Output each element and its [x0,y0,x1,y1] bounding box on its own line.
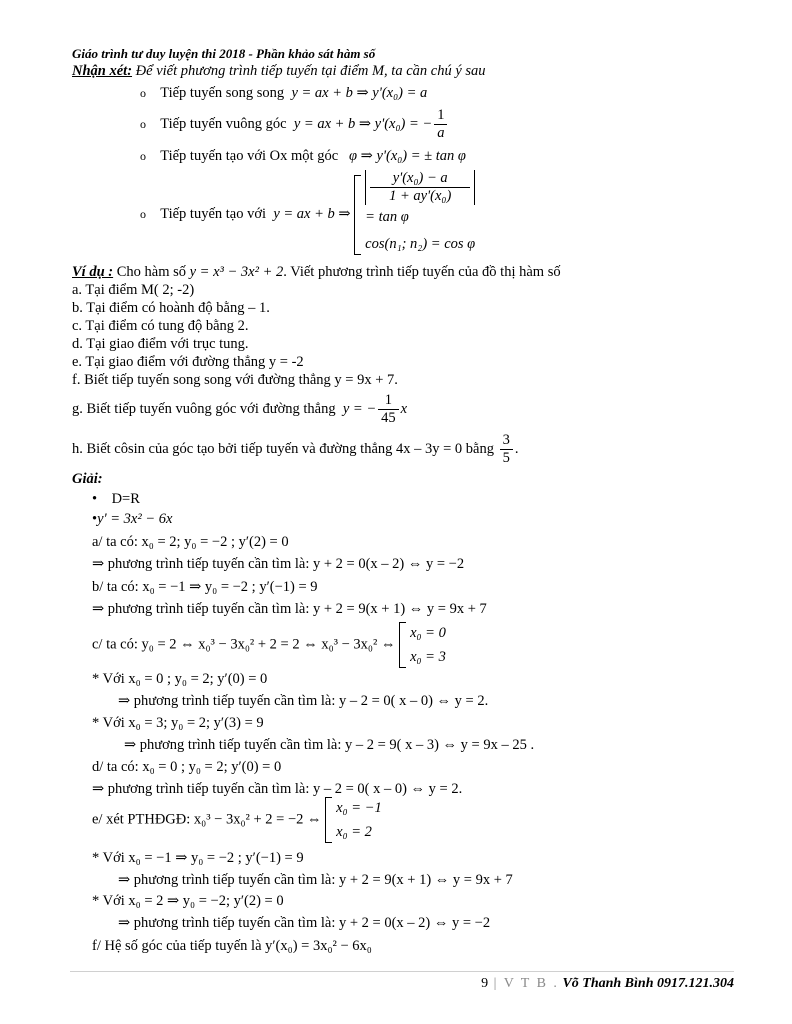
example-part-a: a. Tại điểm M( 2; -2) [72,282,195,298]
solution-derivative [92,510,172,528]
case-line: x₀ = 0 [410,625,446,641]
fraction-denominator: 5 [502,450,510,466]
remark-item-text: Tiếp tuyến song song [160,85,285,101]
remark-item-1 [140,84,427,102]
fraction [500,432,513,467]
fraction [370,170,470,205]
case-line: cos(n₁; n₂) = cos φ [365,236,476,252]
fraction [434,107,447,142]
part-h-end: . [514,440,519,457]
example-line [72,263,561,281]
case-line: x₀ = −1 [336,800,382,816]
bullet-icon: • [92,491,98,507]
case-stack [410,621,446,669]
case-stack [336,796,382,844]
part-g-math: y = − [342,400,377,417]
example-part-h [72,432,519,467]
remark-item-math: y = ax + b ⇒ y'(x₀) = − [293,115,433,132]
solution-c4: * Với x₀ = 3; y₀ = 2; y′(3) = 9 [92,715,264,731]
case-line: x₀ = 2 [336,824,372,840]
footer-separator: | [488,976,504,991]
remark-item-math: y = ax + b ⇒ y'(x₀) = a [291,85,428,101]
remark-item-text: Tiếp tuyến vuông góc [160,115,287,132]
page-number: 9 [481,976,489,991]
remark-line [72,62,486,80]
case-bracket [399,622,406,668]
fraction [378,392,399,427]
case-bracket [325,797,332,843]
solution-a1: a/ ta có: x₀ = 2; y₀ = −2 ; y′(2) = 0 [92,534,289,550]
remark-item-text: Tiếp tuyến tạo với Ox một góc [160,148,339,164]
page-footer [434,976,734,992]
example-part-f: f. Biết tiếp tuyến song song với đường thẳng y = 9x + 7. [72,372,398,388]
remark-item-math: φ ⇒ y'(x₀) = ± tan φ [349,148,466,164]
fraction-numerator: 1 [434,107,447,125]
part-g-x: x [400,400,408,417]
circle-bullet-icon: o [140,206,146,221]
remark-text: Để viết phương trình tiếp tuyến tại điểm M, ta cần chú ý sau [135,63,486,79]
fraction-denominator: 1 + ay'(x₀) [389,188,452,204]
circle-bullet-icon: o [140,116,146,131]
page-header: Giáo trình tư duy luyện thi 2018 - Phần khảo sát hàm số [72,46,376,61]
domain-text: D=R [111,491,140,507]
fraction-numerator: y'(x₀) − a [370,170,470,188]
circle-bullet-icon: o [140,86,146,100]
solution-label: Giải: [72,471,103,487]
circle-bullet-icon: o [140,149,146,163]
footer-vtb: V T B . [503,976,559,991]
example-part-c: c. Tại điểm có tung độ bằng 2. [72,318,249,334]
c1-text: c/ ta có: y₀ = 2 ⇔ x₀³ − 3x₀² + 2 = 2 ⇔ x₀³ − 3x₀² ⇔ [92,636,396,653]
remark-item-math: y = ax + b ⇒ [273,205,351,222]
remark-item-4 [140,170,475,259]
derivative-text: y' = 3x² − 6x [97,511,173,527]
solution-domain [92,490,140,508]
abs-value [365,170,475,205]
case-rhs: = tan φ [365,209,409,225]
remark-item-3 [140,147,466,165]
solution-d1: d/ ta có: x₀ = 0 ; y₀ = 2; y′(0) = 0 [92,759,282,775]
example-part-g [72,392,407,427]
fraction-numerator: 3 [500,432,513,450]
solution-e3: ⇒ phương trình tiếp tuyến cần tìm là: y + 2 = 9(x + 1) ⇔ y = 9x + 7 [118,872,513,888]
example-function: y = x³ − 3x² + 2 [189,264,284,280]
solution-a2: ⇒ phương trình tiếp tuyến cần tìm là: y + 2 = 0(x – 2) ⇔ y = −2 [92,556,465,572]
remark-item-2 [140,107,449,142]
example-intro: Cho hàm số [116,264,186,280]
solution-b2: ⇒ phương trình tiếp tuyến cần tìm là: y + 2 = 9(x + 1) ⇔ y = 9x + 7 [92,601,487,617]
fraction-denominator: a [437,125,445,141]
solution-b1: b/ ta có: x₀ = −1 ⇒ y₀ = −2 ; y′(−1) = 9 [92,579,318,595]
solution-d2: ⇒ phương trình tiếp tuyến cần tìm là: y – 2 = 0( x – 0) ⇔ y = 2. [92,781,463,797]
solution-e1 [92,796,382,844]
example-part-b: b. Tại điểm có hoành độ bằng – 1. [72,300,270,316]
bullet-icon: • [92,511,98,527]
remark-item-text: Tiếp tuyến tạo với [160,205,267,222]
fraction-numerator: 1 [378,392,399,410]
part-g-text: g. Biết tiếp tuyến vuông góc với đường thẳng [72,400,336,417]
solution-c2: * Với x₀ = 0 ; y₀ = 2; y′(0) = 0 [92,671,268,687]
solution-c3: ⇒ phương trình tiếp tuyến cần tìm là: y – 2 = 0( x – 0) ⇔ y = 2. [118,693,489,709]
solution-e2: * Với x₀ = −1 ⇒ y₀ = −2 ; y′(−1) = 9 [92,850,304,866]
solution-f1: f/ Hệ số góc của tiếp tuyến là y′(x₀) = 3x₀² − 6x₀ [92,938,372,954]
example-intro-end: . Viết phương trình tiếp tuyến của đồ thị hàm số [283,264,561,280]
footer-author: Võ Thanh Bình 0917.121.304 [562,976,734,991]
solution-e4: * Với x₀ = 2 ⇒ y₀ = −2; y′(2) = 0 [92,893,284,909]
solution-c1 [92,621,446,669]
example-label: Ví dụ : [72,264,114,280]
solution-e5: ⇒ phương trình tiếp tuyến cần tìm là: y + 2 = 0(x – 2) ⇔ y = −2 [118,915,491,931]
case-stack [365,170,475,259]
case-line: x₀ = 3 [410,649,446,665]
footer-divider [70,971,734,972]
fraction-denominator: 45 [381,410,396,426]
part-h-text: h. Biết côsin của góc tạo bởi tiếp tuyến và đường thẳng 4x – 3y = 0 bằng [72,440,494,457]
case-bracket [354,175,361,255]
example-part-d: d. Tại giao điểm với trục tung. [72,336,249,352]
example-part-e: e. Tại giao điểm với đường thẳng y = -2 [72,354,304,370]
e1-text: e/ xét PTHĐGĐ: x₀³ − 3x₀² + 2 = −2 ⇔ [92,811,322,828]
remark-label: Nhận xét: [72,63,133,79]
solution-c5: ⇒ phương trình tiếp tuyến cần tìm là: y – 2 = 9( x – 3) ⇔ y = 9x – 25 . [124,737,535,753]
